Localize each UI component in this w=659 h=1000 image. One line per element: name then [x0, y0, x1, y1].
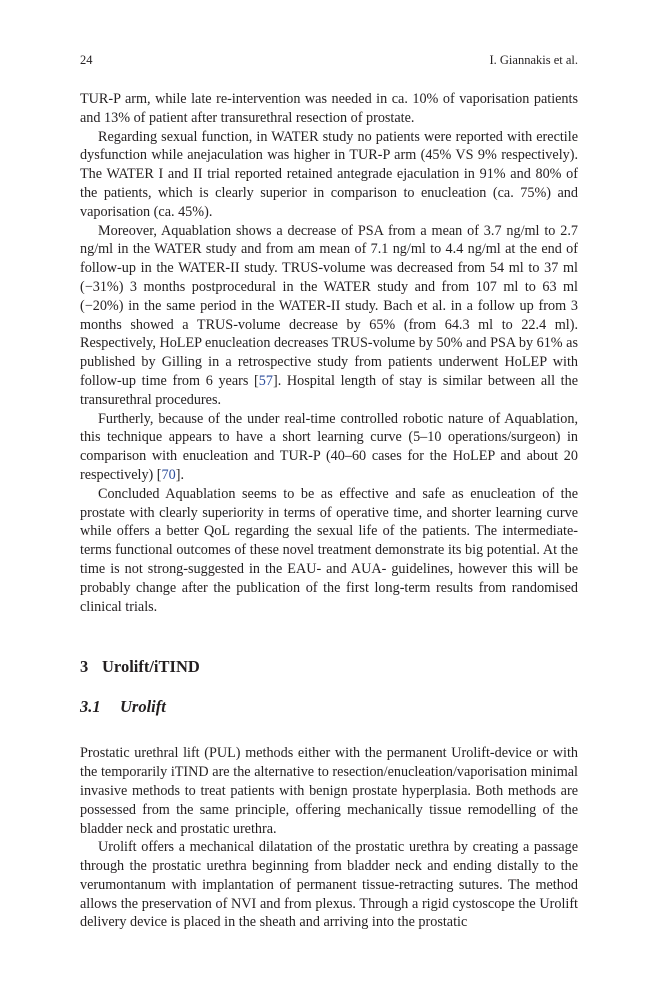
paragraph-text: Concluded Aquablation seems to be as effective and safe as enucleation of the prostate with clearly superiority in terms of operative time, and shorter learning curve while offers a better QoL regarding the sexual life of the patients. The intermediate-terms functional outcomes of these novel treatment demonstrate its big potential. At the time is not strong-suggested in the EAU- and AUA- guidelines, however this will be probably change after the publication of the first long-term results from randomised clinical trials.	[80, 485, 578, 615]
subsection-title: Urolift	[120, 697, 166, 717]
paragraph-text: Moreover, Aquablation shows a decrease of PSA from a mean of 3.7 ng/ml to 2.7 ng/ml in the WATER study and from am mean of 7.1 ng/ml to 4.4 ng/ml at the end of follow-up in the WATER-II study. TRUS-volume was decreased from 54 ml to 37 ml (−31%) 3 months postprocedural in the WATER study and from 107 ml to 63 ml (−20%) in the same period in the WATER-II study. Bach et al. in a follow up from 3 months showed a TRUS-volume decrease by 65% (from 64.3 ml to 22.4 ml). Respectively, HoLEP enucleation decreases TRUS-volume by 50% and PSA by 61% as published by Gilling in a retrospective study from patients underwent HoLEP with follow-up time from 6 years [	[80, 222, 578, 389]
running-head	[80, 52, 578, 68]
citation-link[interactable]: 57	[258, 372, 273, 389]
paragraph	[80, 838, 578, 932]
running-author: I. Giannakis et al.	[489, 53, 578, 67]
body-text-top	[80, 90, 578, 616]
paragraph-text: Regarding sexual function, in WATER study no patients were reported with erectile dysfunction while anejaculation was higher in TUR-P arm (45% VS 9% respectively). The WATER I and II trial reported retained antegrade ejaculation in 91% and 80% of the patients, which is clearly superior in comparison to enucleation (ca. 75%) and vaporisation (ca. 45%).	[80, 128, 578, 220]
paragraph	[80, 90, 578, 128]
paragraph	[80, 744, 578, 838]
paragraph-text: ].	[175, 466, 185, 483]
paragraph-text: Prostatic urethral lift (PUL) methods either with the permanent Urolift-device or with the temporarily iTIND are the alternative to resection/enucleation/vaporisation minimal invasive methods to treat patients with benign prostate hyperplasia. Both methods are possessed from the same principle, offering mechanically tissue remodelling of the bladder neck and prostatic urethra.	[80, 745, 578, 837]
paragraph	[80, 128, 578, 222]
subsection-heading	[80, 696, 578, 718]
paragraph	[80, 485, 578, 617]
paragraph	[80, 222, 578, 410]
paragraph-text: Urolift offers a mechanical dilatation of the prostatic urethra by creating a passage through the prostatic urethra beginning from bladder neck and ending distally to the verumontanum with implantation of permanent tissue-retracting sutures. The method allows the preservation of NVI and from plexus. Through a rigid cystoscope the Urolift delivery device is placed in the sheath and arriving into the prostatic	[80, 839, 578, 931]
body-text-bottom	[80, 744, 578, 932]
paragraph-text: ]. Hospital length of stay is similar between all the transurethral procedures.	[80, 372, 578, 408]
citation-link[interactable]: 70	[161, 466, 176, 483]
paragraph-text: TUR-P arm, while late re-intervention was needed in ca. 10% of vaporisation patients and 13% of patient after transurethral resection of prostate.	[80, 91, 578, 126]
document-page	[80, 52, 578, 932]
subsection-number: 3.1	[80, 697, 101, 717]
paragraph	[80, 410, 578, 485]
paragraph-text: Furtherly, because of the under real-time controlled robotic nature of Aquablation, this technique appears to have a short learning curve (5–10 operations/surgeon) in comparison with enucleation and TUR-P (40–60 cases for the HoLEP and about 20 respectively) [	[80, 410, 578, 483]
section-heading	[80, 656, 578, 678]
page-number: 24	[80, 53, 93, 67]
section-title: Urolift/iTIND	[102, 657, 200, 677]
section-number: 3	[80, 657, 89, 677]
